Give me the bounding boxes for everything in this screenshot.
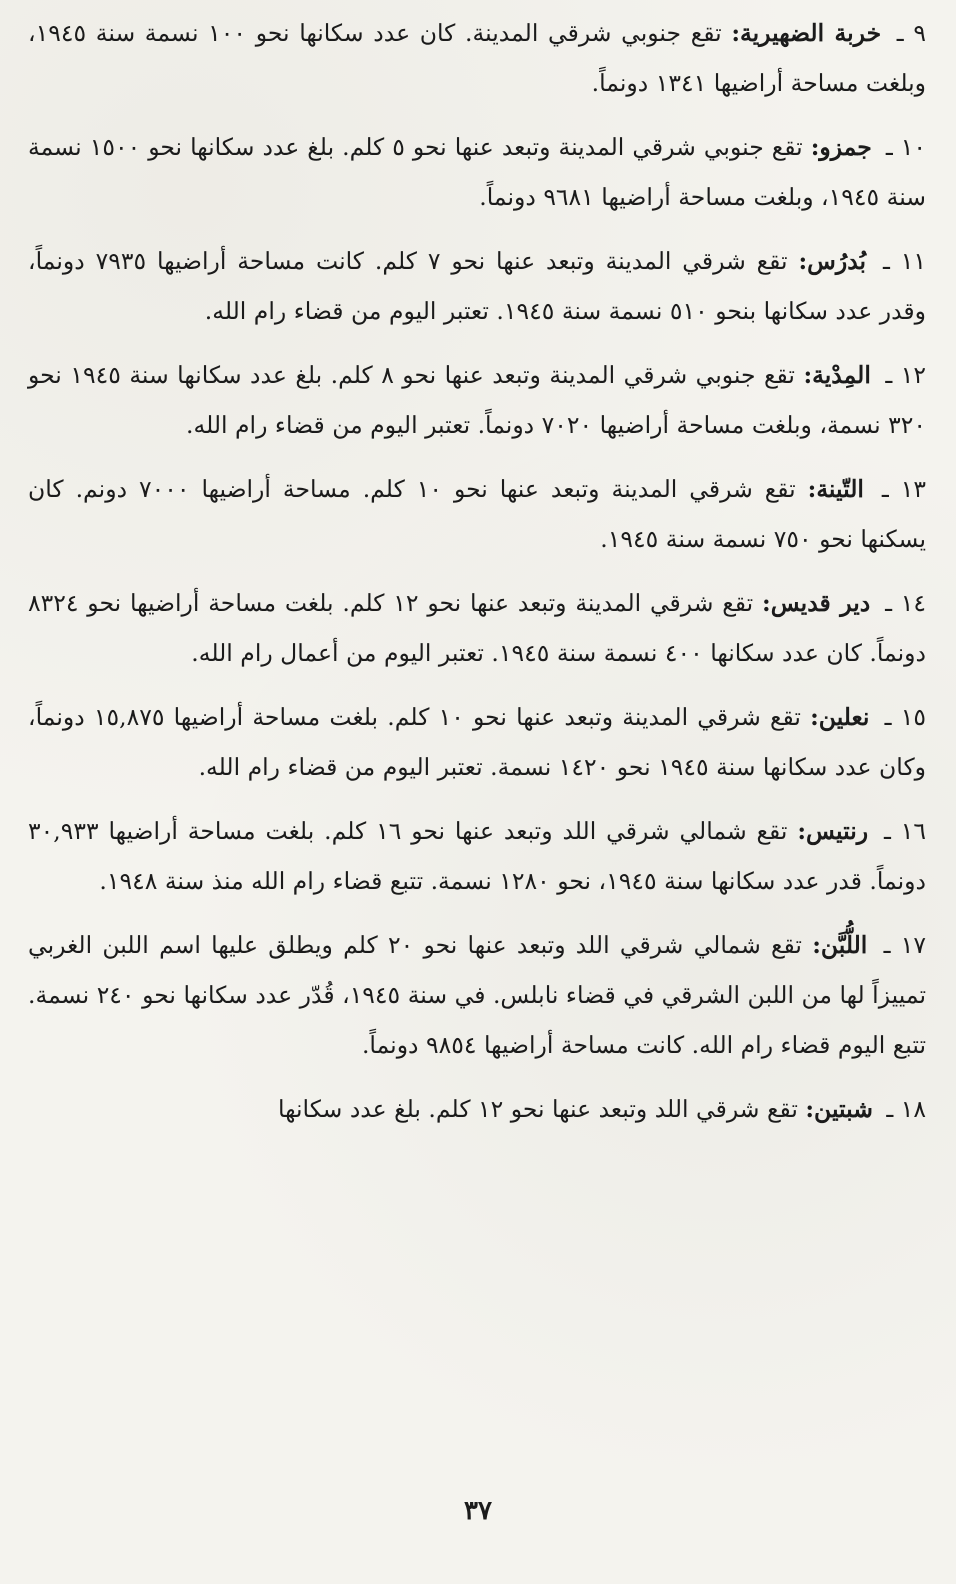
entry-name: التّينة: [807, 475, 864, 503]
entry-18 [28, 1084, 926, 1134]
entry-text: تقع جنوبي شرقي المدينة. كان عدد سكانها نحو ١٠٠ نسمة سنة ١٩٤٥، وبلغت مساحة أراضيها ١٣٤١ دونماً. [28, 19, 926, 97]
entry-12 [28, 350, 926, 450]
page-number: ٣٧ [464, 1496, 492, 1526]
entry-number: ١٧ ـ [883, 931, 926, 959]
entry-number: ٩ ـ [896, 19, 926, 47]
entry-text: تقع شمالي شرقي اللد وتبعد عنها نحو ١٦ كلم. بلغت مساحة أراضيها ٣٠,٩٣٣ دونماً. قدر عدد سكانها سنة ١٩٤٥، نحو ١٢٨٠ نسمة. تتبع قضاء رام الله منذ سنة ١٩٤٨. [28, 817, 926, 895]
entry-14 [28, 578, 926, 678]
entry-name: خربة الضهيرية: [731, 19, 882, 47]
entry-number: ١٢ ـ [885, 361, 926, 389]
entry-text: تقع شرقي المدينة وتبعد عنها نحو ١٠ كلم. بلغت مساحة أراضيها ١٥,٨٧٥ دونماً، وكان عدد سكانها سنة ١٩٤٥ نحو ١٤٢٠ نسمة. تعتبر اليوم من قضاء رام الله. [28, 703, 926, 781]
entry-number: ١٦ ـ [883, 817, 926, 845]
entry-text: تقع شرقي المدينة وتبعد عنها نحو ٧ كلم. كانت مساحة أراضيها ٧٩٣٥ دونماً، وقدر عدد سكانها بنحو ٥١٠ نسمة سنة ١٩٤٥. تعتبر اليوم من قضاء رام الله. [28, 247, 926, 325]
entry-name: شبتين: [805, 1095, 873, 1123]
entry-number: ١٥ ـ [884, 703, 926, 731]
page-body [28, 8, 926, 1148]
entry-name: رنتيس: [797, 817, 869, 845]
entry-number: ١١ ـ [882, 247, 926, 275]
entry-number: ١٣ ـ [881, 475, 926, 503]
entry-name: المِدْية: [803, 361, 871, 389]
entry-text: تقع شرقي المدينة وتبعد عنها نحو ١٢ كلم. بلغت مساحة أراضيها نحو ٨٣٢٤ دونماً. كان عدد سكانها ٤٠٠ نسمة سنة ١٩٤٥. تعتبر اليوم من أعمال رام الله. [28, 589, 926, 667]
entry-text: تقع شرقي المدينة وتبعد عنها نحو ١٠ كلم. مساحة أراضيها ٧٠٠٠ دونم. كان يسكنها نحو ٧٥٠ نسمة سنة ١٩٤٥. [28, 475, 926, 553]
entry-17 [28, 920, 926, 1070]
entry-number: ١٨ ـ [886, 1095, 926, 1123]
entry-number: ١٤ ـ [885, 589, 926, 617]
entry-name: جمزو: [810, 133, 872, 161]
entry-text: تقع شمالي شرقي اللد وتبعد عنها نحو ٢٠ كلم ويطلق عليها اسم اللبن الغربي تمييزاً لها من اللبن الشرقي في قضاء نابلس. في سنة ١٩٤٥، قُدّر عدد سكانها نحو ٢٤٠ نسمة. تتبع اليوم قضاء رام الله. كانت مساحة أراضيها ٩٨٥٤ دونماً. [28, 931, 926, 1059]
entry-number: ١٠ ـ [885, 133, 926, 161]
entry-text: تقع شرقي اللد وتبعد عنها نحو ١٢ كلم. بلغ عدد سكانها [278, 1095, 798, 1123]
entry-name: اللُّبَّن: [812, 931, 868, 959]
entry-text: تقع جنوبي شرقي المدينة وتبعد عنها نحو ٥ كلم. بلغ عدد سكانها نحو ١٥٠٠ نسمة سنة ١٩٤٥، وبلغت مساحة أراضيها ٩٦٨١ دونماً. [28, 133, 926, 211]
entry-10 [28, 122, 926, 222]
entry-text: تقع جنوبي شرقي المدينة وتبعد عنها نحو ٨ كلم. بلغ عدد سكانها سنة ١٩٤٥ نحو ٣٢٠ نسمة، وبلغت مساحة أراضيها ٧٠٢٠ دونماً. تعتبر اليوم من قضاء رام الله. [28, 361, 926, 439]
entry-13 [28, 464, 926, 564]
entry-11 [28, 236, 926, 336]
entry-name: بُدرُس: [798, 247, 867, 275]
entry-name: دير قديس: [762, 589, 871, 617]
entry-9 [28, 8, 926, 108]
entry-name: نعلين: [810, 703, 870, 731]
entry-15 [28, 692, 926, 792]
entry-16 [28, 806, 926, 906]
